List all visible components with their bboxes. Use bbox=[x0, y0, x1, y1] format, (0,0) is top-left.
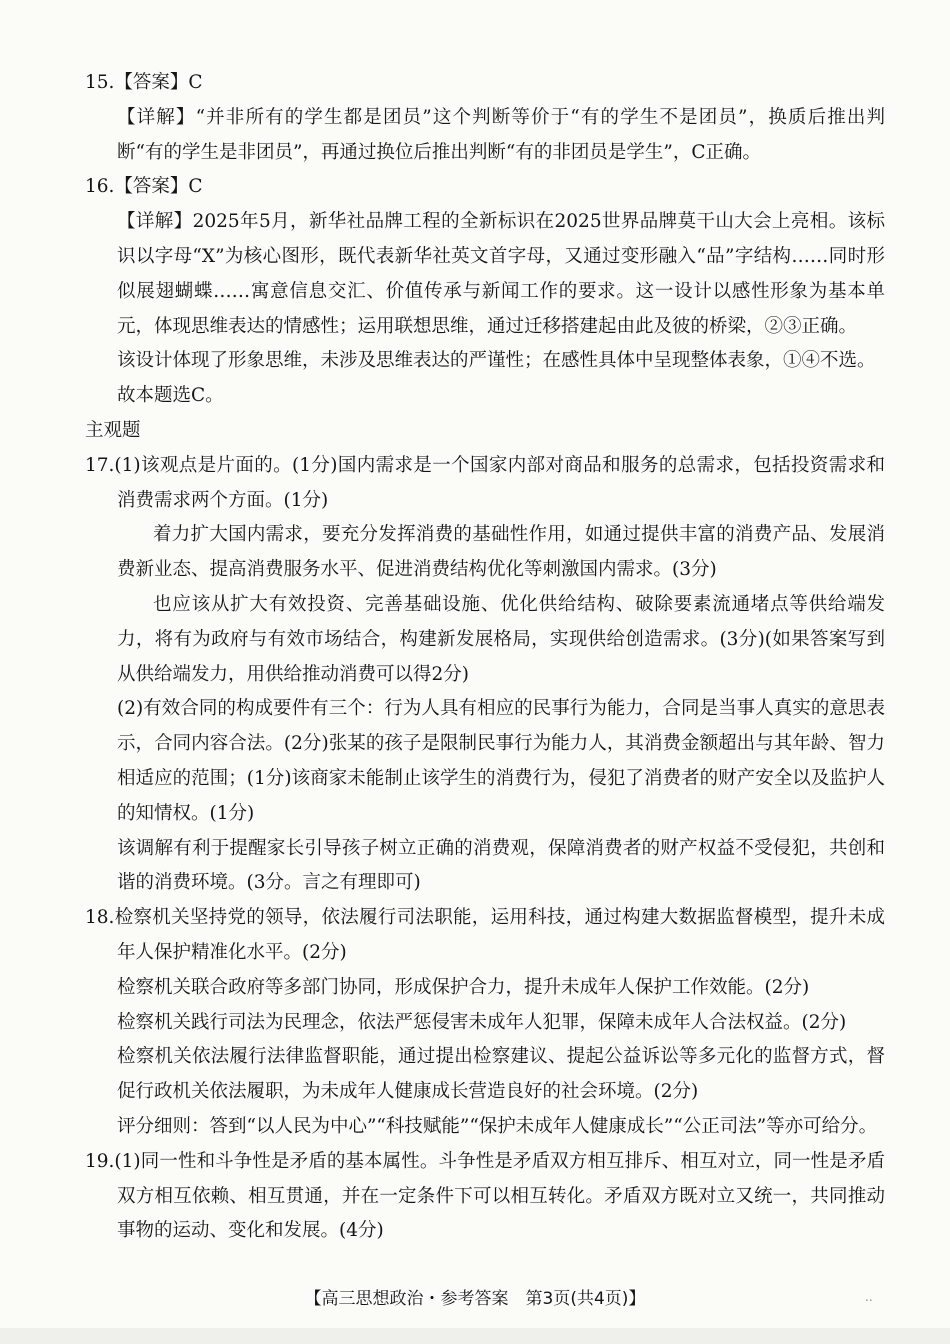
q17-paragraph-2: 着力扩大国内需求，要充分发挥消费的基础性作用，如通过提供丰富的消费产品、发展消费新业态、提高消费服务水平、促进消费结构优化等刺激国内需求。(3分) bbox=[117, 524, 885, 581]
q18-paragraph-4: 检察机关依法履行法律监督职能，通过提出检察建议、提起公益诉讼等多元化的监督方式，督促行政机关依法履职，为未成年人健康成长营造良好的社会环境。(2分) bbox=[117, 1046, 885, 1103]
q18-paragraph-2: 检察机关联合政府等多部门协同，形成保护合力，提升未成年人保护工作效能。(2分) bbox=[117, 976, 810, 998]
section-heading: 主观题 bbox=[85, 419, 141, 441]
q17-paragraph-5: 该调解有利于提醒家长引导孩子树立正确的消费观，保障消费者的财产权益不受侵犯，共创和谐的消费环境。(3分。言之有理即可) bbox=[117, 837, 885, 894]
q18-paragraph-1: 18.检察机关坚持党的领导，依法履行司法职能，运用科技，通过构建大数据监督模型，提升未成年人保护精准化水平。(2分) bbox=[85, 907, 885, 963]
q18-paragraph-3: 检察机关践行司法为民理念，依法严惩侵害未成年人犯罪，保障未成年人合法权益。(2分) bbox=[117, 1011, 847, 1033]
q18-scoring-note: 评分细则：答到“以人民为中心”“科技赋能”“保护未成年人健康成长”“公正司法”等亦可给分。 bbox=[117, 1115, 878, 1137]
scan-edge bbox=[0, 1328, 950, 1344]
q16-paragraph-2: 该设计体现了形象思维，未涉及思维表达的严谨性；在感性具体中呈现整体表象，①④不选。 bbox=[117, 350, 876, 372]
q19-part1: 19.(1)同一性和斗争性是矛盾的基本属性。斗争性是矛盾双方相互排斥、相互对立，同一性是矛盾双方相互依赖、相互贯通，并在一定条件下可以相互转化。矛盾双方既对立又统一，共同推动事物的运动、变化和发展。(4分) bbox=[85, 1150, 885, 1242]
q17-part2: (2)有效合同的构成要件有三个：行为人具有相应的民事行为能力，合同是当事人真实的意思表示，合同内容合法。(2分)张某的孩子是限制民事行为能力人，其消费金额超出与其年龄、智力相适应的范围；(1分)该商家未能制止该学生的消费行为，侵犯了消费者的财产安全以及监护人的知情权。(1分) bbox=[117, 698, 885, 824]
q16-paragraph-3: 故本题选C。 bbox=[117, 385, 224, 407]
answer-content bbox=[85, 66, 885, 1249]
q16-answer: 16.【答案】C bbox=[85, 176, 203, 198]
footer-mark: .. bbox=[865, 1290, 873, 1304]
q17-part1: 17.(1)该观点是片面的。(1分)国内需求是一个国家内部对商品和服务的总需求，包括投资需求和消费需求两个方面。(1分) bbox=[85, 454, 885, 511]
q16-detail: 【详解】2025年5月，新华社品牌工程的全新标识在2025世界品牌莫干山大会上亮相。该标识以字母“X”为核心图形，既代表新华社英文首字母，又通过变形融入“品”字结构……同时形似展翅蝴蝶……寓意信息交汇、价值传承与新闻工作的要求。这一设计以感性形象为基本单元，体现思维表达的情感性；运用联想思维，通过迁移搭建起由此及彼的桥梁，②③正确。 bbox=[117, 211, 885, 337]
page-footer: 【高三思想政治・参考答案 第3页(共4页)】 bbox=[304, 1289, 646, 1309]
q15-answer: 15.【答案】C bbox=[85, 72, 203, 93]
q17-paragraph-3: 也应该从扩大有效投资、完善基础设施、优化供给结构、破除要素流通堵点等供给端发力，将有为政府与有效市场结合，构建新发展格局，实现供给创造需求。(3分)(如果答案写到从供给端发力，用供给推动消费可以得2分) bbox=[117, 593, 885, 685]
q15-detail: 【详解】“并非所有的学生都是团员”这个判断等价于“有的学生不是团员”，换质后推出判断“有的学生是非团员”，再通过换位后推出判断“有的非团员是学生”，C正确。 bbox=[117, 106, 885, 163]
